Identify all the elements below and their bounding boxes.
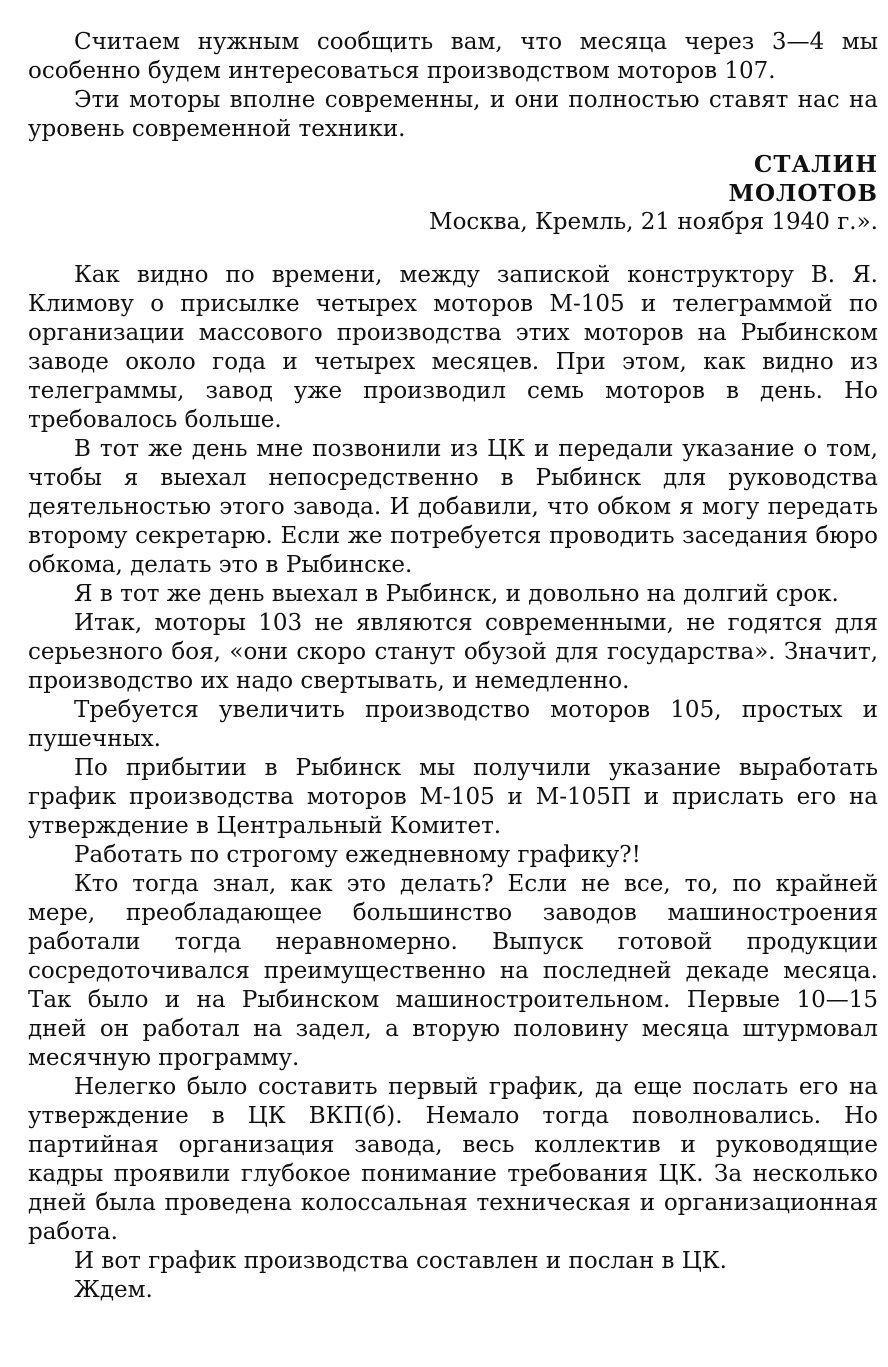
- signature-stalin: СТАЛИН: [754, 151, 878, 178]
- telegram-paragraph: Эти моторы вполне современны, и они полностью ставят нас на уровень современной техники.: [28, 87, 878, 142]
- book-page: [28, 28, 878, 1358]
- telegram-paragraph: Считаем нужным сообщить вам, что месяца через 3—4 мы особенно будем интересоваться производством моторов 107.: [28, 29, 878, 84]
- signature-molotov: МОЛОТОВ: [728, 180, 878, 207]
- body-paragraph: И вот график производства составлен и послан в ЦК.: [74, 1248, 727, 1274]
- body-paragraph: Я в тот же день выехал в Рыбинск, и довольно на долгий срок.: [74, 581, 839, 607]
- body-paragraph: Требуется увеличить производство моторов 105, простых и пушечных.: [28, 697, 878, 752]
- body-paragraph: Как видно по времени, между запиской конструктору В. Я. Климову о присылке четырех моторов М-105 и телеграммой по организации массового производства этих моторов на Рыбинском заводе около года и четырех месяцев. При этом, как видно из телеграммы, завод уже производил семь моторов в день. Но требовалось больше.: [28, 262, 878, 433]
- body-paragraph: Итак, моторы 103 не являются современными, не годятся для серьезного боя, «они скоро станут обузой для государства». Значит, производство их надо свертывать, и немедленно.: [28, 610, 878, 694]
- body-paragraph: Работать по строгому ежедневному графику?!: [74, 842, 641, 868]
- section-gap: [28, 237, 878, 261]
- body-paragraph: В тот же день мне позвонили из ЦК и передали указание о том, чтобы я выехал непосредственно в Рыбинск для руководства деятельностью этого завода. И добавили, что обком я могу передать второму секретарю. Если же потребуется проводить заседания бюро обкома, делать это в Рыбинске.: [28, 436, 878, 578]
- dateline: Москва, Кремль, 21 ноября 1940 г.».: [429, 209, 878, 235]
- body-paragraph: По прибытии в Рыбинск мы получили указание выработать график производства моторов М-105 и М-105П и прислать его на утверждение в Центральный Комитет.: [28, 755, 878, 839]
- body-paragraph: Кто тогда знал, как это делать? Если не все, то, по крайней мере, преобладающее большинство заводов машиностроения работали тогда неравномерно. Выпуск готовой продукции сосредоточивался преимущественно на последней декаде месяца. Так было и на Рыбинском машиностроительном. Первые 10—15 дней он работал на задел, а вторую половину месяца штурмовал месячную программу.: [28, 871, 878, 1071]
- signature-block: [28, 150, 878, 237]
- body-paragraph: Нелегко было составить первый график, да еще послать его на утверждение в ЦК ВКП(б). Немало тогда поволновались. Но партийная организация завода, весь коллектив и руководящие кадры проявили глубокое понимание требования ЦК. За несколько дней была проведена колоссальная техническая и организационная работа.: [28, 1074, 878, 1245]
- body-paragraph: Ждем.: [74, 1277, 153, 1303]
